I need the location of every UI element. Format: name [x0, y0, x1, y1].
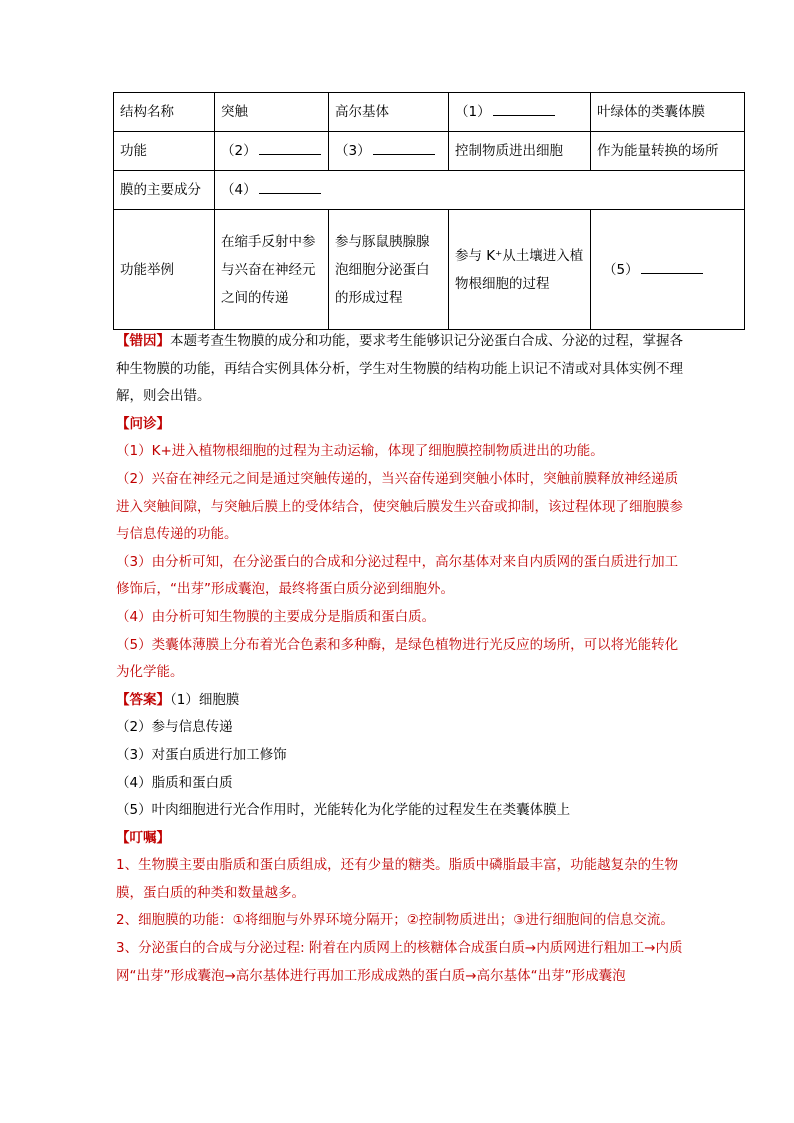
blank-label: （3）	[335, 143, 371, 159]
blank-label: （1）	[455, 104, 491, 120]
table-cell: 控制物质进出细胞	[449, 132, 591, 171]
table-cell: 在缩手反射中参与兴奋在神经元之间的传递	[215, 210, 329, 330]
blank-label: （5）	[603, 261, 639, 278]
table-row	[114, 93, 745, 132]
error-cause-paragraph	[116, 328, 684, 411]
answer-blank	[259, 140, 321, 155]
reminder-label: 【叮嘱】	[116, 829, 170, 846]
table-cell	[329, 132, 449, 171]
answer-item: （3）对蛋白质进行加工修饰	[116, 746, 287, 763]
table-row	[114, 171, 745, 210]
diagnosis-label: 【问诊】	[116, 415, 170, 432]
table-cell: 叶绿体的类囊体膜	[591, 93, 745, 132]
error-cause-label: 【错因】	[116, 333, 170, 349]
answer-blank	[641, 259, 703, 274]
table-cell: 功能举例	[114, 210, 215, 330]
table-cell	[215, 132, 329, 171]
table-cell: 参与 K⁺从土壤进入植物根细胞的过程	[449, 210, 591, 330]
answer-blank	[493, 101, 555, 116]
diagnosis-item: （1）K+进入植物根细胞的过程为主动运输，体现了细胞膜控制物质进出的功能。	[116, 443, 604, 460]
table-cell: 膜的主要成分	[114, 171, 215, 210]
table-row	[114, 210, 745, 330]
table-cell: 高尔基体	[329, 93, 449, 132]
blank-label: （2）	[221, 143, 257, 159]
diagnosis-item: （2）兴奋在神经元之间是通过突触传递的，当兴奋传递到突触小体时，突触前膜释放神经递质进入突触间隙，与突触后膜上的受体结合，使突触后膜发生兴奋或抑制，该过程体现了细胞膜参与信息传递的功能。	[116, 470, 683, 543]
table-cell	[215, 171, 745, 210]
answer-item: （2）参与信息传递	[116, 719, 233, 736]
table-row	[114, 132, 745, 171]
table-cell	[591, 210, 745, 330]
reminder-item: 1、生物膜主要由脂质和蛋白质组成，还有少量的糖类。脂质中磷脂最丰富，功能越复杂的生物膜，蛋白质的种类和数量越多。	[116, 857, 679, 901]
answer-label: 【答案】	[116, 691, 170, 708]
reminder-item: 3、分泌蛋白的合成与分泌过程: 附着在内质网上的核糖体合成蛋白质→内质网进行粗加工→内质网“出芽”形成囊泡→高尔基体进行再加工形成成熟的蛋白质→高尔基体“出芽”形成囊泡	[116, 940, 683, 984]
table-cell: 功能	[114, 132, 215, 171]
diagnosis-item: （3）由分析可知，在分泌蛋白的合成和分泌过程中，高尔基体对来自内质网的蛋白质进行加工修饰后，“出芽”形成囊泡，最终将蛋白质分泌到细胞外。	[116, 553, 679, 598]
table-cell: 参与豚鼠胰腺腺泡细胞分泌蛋白的形成过程	[329, 210, 449, 330]
error-cause-text: 本题考查生物膜的成分和功能，要求考生能够识记分泌蛋白合成、分泌的过程，掌握各种生物膜的功能，再结合实例具体分析，学生对生物膜的结构功能上识记不清或对具体实例不理解，则会出错。	[116, 333, 683, 405]
answer-item: （4）脂质和蛋白质	[116, 774, 233, 791]
membrane-table	[113, 92, 745, 330]
diagnosis-item: （4）由分析可知生物膜的主要成分是脂质和蛋白质。	[116, 608, 436, 625]
answer-item: （1）细胞膜	[170, 691, 240, 708]
answer-blank	[373, 140, 435, 155]
blank-label: （4）	[221, 182, 257, 198]
diagnosis-item: （5）类囊体薄膜上分布着光合色素和多种酶，是绿色植物进行光反应的场所，可以将光能转化为化学能。	[116, 636, 679, 681]
table-cell	[449, 93, 591, 132]
table-cell: 结构名称	[114, 93, 215, 132]
answer-blank	[259, 179, 321, 194]
answer-paragraph	[116, 687, 684, 715]
explanation-body	[116, 328, 684, 990]
table-cell: 作为能量转换的场所	[591, 132, 745, 171]
reminder-item: 2、细胞膜的功能：①将细胞与外界环境分隔开；②控制物质进出；③进行细胞间的信息交流。	[116, 912, 674, 929]
table-cell: 突触	[215, 93, 329, 132]
answer-item: （5）叶肉细胞进行光合作用时，光能转化为化学能的过程发生在类囊体膜上	[116, 802, 571, 819]
